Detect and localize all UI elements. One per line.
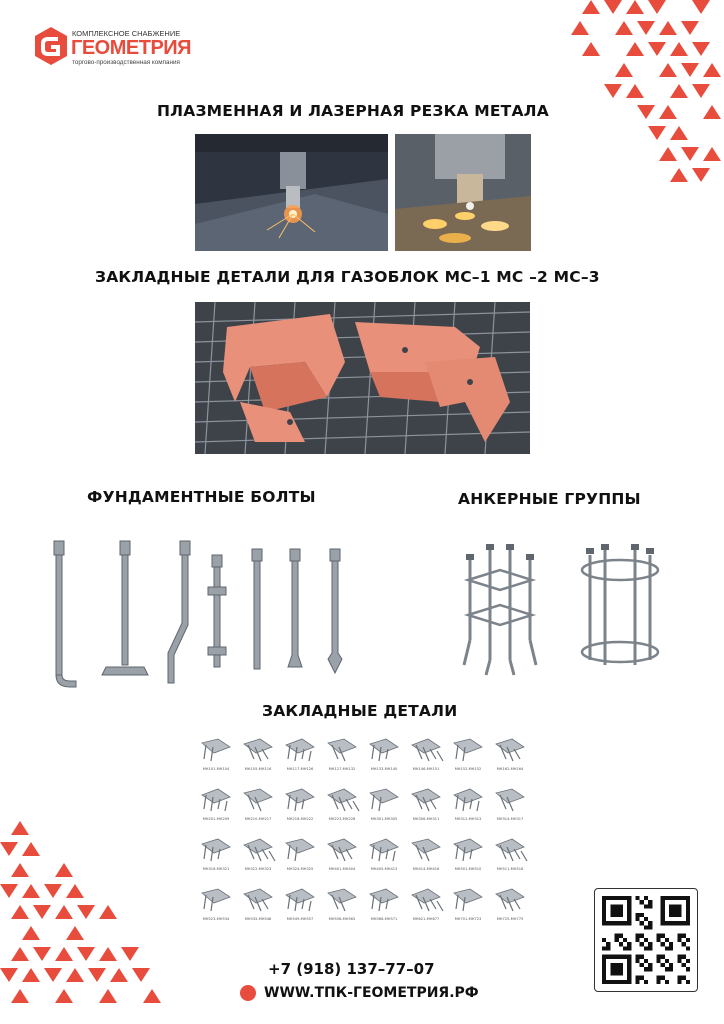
embedded-part-icon	[364, 785, 404, 815]
embedded-part-label: МН314-МН317	[496, 817, 524, 821]
embedded-part-item	[322, 735, 362, 780]
decor-triangle	[681, 63, 699, 77]
embedded-part-item	[490, 735, 530, 780]
decor-triangle	[571, 21, 589, 35]
decor-triangles-top-right	[560, 0, 724, 200]
bolts-title: ФУНДАМЕНТНЫЕ БОЛТЫ	[87, 488, 316, 506]
embedded-part-icon	[280, 835, 320, 865]
embedded-part-icon	[490, 735, 530, 765]
decor-triangle	[99, 989, 117, 1003]
embedded-part-item	[280, 885, 320, 930]
decor-triangle	[703, 147, 721, 161]
decor-triangle	[648, 0, 666, 14]
qr-code-icon	[602, 896, 690, 984]
foundation-bolts-illustration	[40, 535, 370, 695]
decor-triangle	[77, 905, 95, 919]
globe-icon	[240, 985, 256, 1001]
embedded-part-item	[322, 785, 362, 830]
decor-triangle	[44, 968, 62, 982]
laser-cutting-photo	[395, 134, 531, 251]
embedded-part-item	[406, 835, 446, 880]
embedded-part-icon	[196, 835, 236, 865]
embedded-part-label: МН105-МН116	[244, 767, 272, 771]
decor-triangle	[659, 147, 677, 161]
decor-triangle	[55, 905, 73, 919]
embedded-part-icon	[490, 785, 530, 815]
embedded-part-icon	[322, 835, 362, 865]
embedded-part-icon	[448, 885, 488, 915]
embedded-part-icon	[280, 785, 320, 815]
embedded-part-label: МН511-МН518	[496, 867, 524, 871]
embedded-part-icon	[238, 735, 278, 765]
embedded-part-icon	[406, 835, 446, 865]
decor-triangle	[33, 947, 51, 961]
embedded-part-icon	[406, 735, 446, 765]
embedded-part-label: МН322-МН323	[244, 867, 272, 871]
embedded-part-label: МН127-МН132	[328, 767, 356, 771]
decor-triangle	[44, 884, 62, 898]
decor-triangle	[670, 168, 688, 182]
embedded-part-label: МН701-МН723	[454, 917, 482, 921]
embedded-part-item	[406, 735, 446, 780]
qr-code[interactable]	[594, 888, 698, 992]
decor-triangle	[0, 884, 18, 898]
embedded-part-item	[448, 885, 488, 930]
embedded-part-item	[280, 785, 320, 830]
decor-triangle	[22, 968, 40, 982]
embedded-part-icon	[196, 885, 236, 915]
embedded-part-item	[490, 885, 530, 930]
embedded-part-icon	[280, 885, 320, 915]
embedded-part-icon	[238, 885, 278, 915]
embedded-part-icon	[406, 885, 446, 915]
embedded-part-item	[238, 785, 278, 830]
embedded-part-label: МН523-МН534	[202, 917, 230, 921]
embedded-part-label: МН566-МН571	[370, 917, 398, 921]
embedded-part-label: МН152-МН152	[454, 767, 482, 771]
decor-triangle	[670, 126, 688, 140]
embedded-part-icon	[322, 785, 362, 815]
embedded-part-item	[490, 835, 530, 880]
decor-triangle	[66, 884, 84, 898]
decor-triangle	[659, 105, 677, 119]
decor-triangle	[33, 905, 51, 919]
decor-triangle	[55, 947, 73, 961]
cutting-title: ПЛАЗМЕННАЯ И ЛАЗЕРНАЯ РЕЗКА МЕТАЛА	[157, 102, 549, 120]
decor-triangle	[66, 926, 84, 940]
decor-triangle	[11, 863, 29, 877]
decor-triangle	[22, 884, 40, 898]
decor-triangle	[692, 0, 710, 14]
decor-triangle	[648, 42, 666, 56]
embedded-part-label: МН146-МН151	[412, 767, 440, 771]
embedded-part-icon	[406, 785, 446, 815]
embedded-part-item	[280, 735, 320, 780]
decor-triangle	[615, 63, 633, 77]
decor-triangle	[110, 968, 128, 982]
decor-triangle	[626, 84, 644, 98]
decor-triangle	[132, 968, 150, 982]
embedded-part-icon	[448, 835, 488, 865]
decor-triangle	[0, 842, 18, 856]
decor-triangle	[703, 105, 721, 119]
embedded-part-item	[322, 835, 362, 880]
logo-subtitle: торгово-производственная компания	[72, 59, 180, 66]
embedded-part-icon	[364, 835, 404, 865]
embedded-part-label: МН306-МН311	[412, 817, 440, 821]
embedded-part-label: МН725-МН775	[496, 917, 524, 921]
embedded-part-icon	[364, 735, 404, 765]
decor-triangle	[681, 21, 699, 35]
decor-triangle	[99, 947, 117, 961]
decor-triangle	[692, 84, 710, 98]
embedded-part-icon	[196, 785, 236, 815]
decor-triangle	[22, 842, 40, 856]
decor-triangle	[604, 0, 622, 14]
embedded-part-item	[196, 835, 236, 880]
decor-triangle	[11, 821, 29, 835]
embedded-part-label: МН218-МН222	[286, 817, 314, 821]
embedded-part-label: МН162-МН164	[496, 767, 524, 771]
decor-triangle	[55, 989, 73, 1003]
decor-triangle	[648, 126, 666, 140]
embedded-part-label: МН324-МН325	[286, 867, 314, 871]
decor-triangle	[626, 0, 644, 14]
anchor-groups-illustration	[450, 540, 670, 690]
embedded-part-icon	[490, 835, 530, 865]
decor-triangle	[681, 147, 699, 161]
embedded-part-item	[448, 785, 488, 830]
embedded-part-label: МН549-МН557	[286, 917, 314, 921]
embedded-part-item	[196, 735, 236, 780]
embedded-part-icon	[364, 885, 404, 915]
decor-triangle	[55, 863, 73, 877]
embedded-part-icon	[322, 735, 362, 765]
embedded-part-label: МН223-МН228	[328, 817, 356, 821]
logo-mark-icon	[34, 26, 68, 66]
embedded-part-item	[238, 835, 278, 880]
embedded-part-item	[364, 835, 404, 880]
decor-triangle	[582, 42, 600, 56]
embedded-title: ЗАКЛАДНЫЕ ДЕТАЛИ	[262, 702, 458, 720]
embedded-part-item	[406, 785, 446, 830]
embedded-part-icon	[238, 785, 278, 815]
decor-triangle	[604, 84, 622, 98]
embedded-part-label: МН201-МН209	[202, 817, 230, 821]
anchors-title: АНКЕРНЫЕ ГРУППЫ	[458, 490, 641, 508]
embedded-part-label: МН301-МН305	[370, 817, 398, 821]
phone-number[interactable]: +7 (918) 137–77–07	[268, 960, 435, 978]
plasma-cutting-photo	[195, 134, 388, 251]
decor-triangle	[22, 926, 40, 940]
embedded-part-item	[238, 885, 278, 930]
decor-triangle	[670, 84, 688, 98]
embedded-part-icon	[448, 785, 488, 815]
logo-top-line: КОМПЛЕКСНОЕ СНАБЖЕНИЕ	[72, 29, 181, 38]
decor-triangle	[659, 63, 677, 77]
embedded-part-item	[196, 885, 236, 930]
decor-triangle	[703, 63, 721, 77]
decor-triangle	[121, 947, 139, 961]
embedded-part-item	[490, 785, 530, 830]
embedded-part-item	[196, 785, 236, 830]
embedded-part-label: МН621-МН677	[412, 917, 440, 921]
embedded-part-icon	[196, 735, 236, 765]
decor-triangle	[11, 905, 29, 919]
embedded-part-item	[364, 735, 404, 780]
embedded-part-item	[448, 735, 488, 780]
embedded-part-icon	[238, 835, 278, 865]
decor-triangle	[615, 21, 633, 35]
embedded-part-icon	[490, 885, 530, 915]
website-url[interactable]: WWW.ТПК-ГЕОМЕТРИЯ.РФ	[264, 985, 479, 1001]
decor-triangle	[0, 968, 18, 982]
decor-triangle	[99, 905, 117, 919]
embedded-part-label: МН133-МН140	[370, 767, 398, 771]
embedded-part-item	[364, 785, 404, 830]
embedded-part-label: МН535-МН548	[244, 917, 272, 921]
embedded-part-label: МН210-МН217	[244, 817, 272, 821]
embedded-part-item	[238, 735, 278, 780]
decor-triangle	[582, 0, 600, 14]
embedded-part-item	[364, 885, 404, 930]
decor-triangle	[88, 968, 106, 982]
embedded-part-label: МН117-МН126	[286, 767, 314, 771]
embedded-part-label: МН401-МН404	[328, 867, 356, 871]
decor-triangle	[11, 947, 29, 961]
decor-triangle	[66, 968, 84, 982]
logo-name: ГЕОМЕТРИЯ	[71, 37, 192, 59]
decor-triangle	[11, 989, 29, 1003]
embedded-part-icon	[448, 735, 488, 765]
embedded-part-icon	[322, 885, 362, 915]
embedded-part-item	[322, 885, 362, 930]
embedded-part-item	[280, 835, 320, 880]
decor-triangle	[670, 42, 688, 56]
embedded-parts-grid	[196, 735, 532, 935]
embedded-part-label: МН318-МН321	[202, 867, 230, 871]
embedded-part-label: МН414-МН416	[412, 867, 440, 871]
embedded-part-label: МН312-МН313	[454, 817, 482, 821]
decor-triangle	[77, 947, 95, 961]
decor-triangle	[626, 42, 644, 56]
gasblock-title: ЗАКЛАДНЫЕ ДЕТАЛИ ДЛЯ ГАЗОБЛОК МС–1 МС –2 МС–3	[95, 268, 600, 286]
embedded-part-label: МН101-МН104	[202, 767, 230, 771]
embedded-part-label: МН501-МН510	[454, 867, 482, 871]
decor-triangle	[637, 21, 655, 35]
decor-triangle	[659, 21, 677, 35]
decor-triangle	[143, 989, 161, 1003]
embedded-part-label: МН558-МН563	[328, 917, 356, 921]
embedded-part-label: МН405-МН413	[370, 867, 398, 871]
company-logo	[34, 26, 192, 72]
embedded-part-icon	[280, 735, 320, 765]
decor-triangles-bottom-left	[0, 800, 190, 1024]
decor-triangle	[692, 42, 710, 56]
decor-triangle	[692, 168, 710, 182]
embedded-part-item	[406, 885, 446, 930]
decor-triangle	[637, 105, 655, 119]
embedded-part-item	[448, 835, 488, 880]
gasblock-parts-photo	[195, 302, 530, 454]
